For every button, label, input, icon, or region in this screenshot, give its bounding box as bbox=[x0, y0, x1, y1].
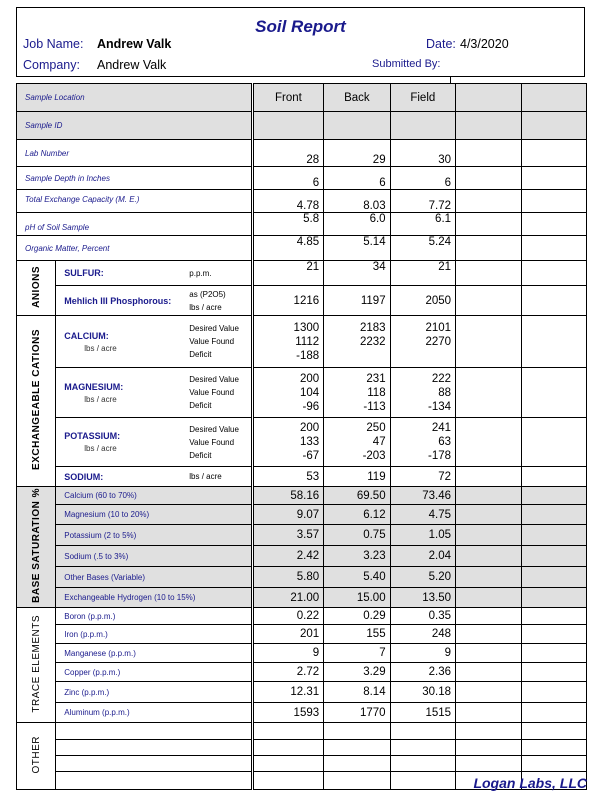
row-label: Copper (p.p.m.) bbox=[56, 663, 252, 682]
cell bbox=[521, 213, 587, 236]
cell bbox=[456, 140, 521, 167]
cell bbox=[456, 190, 521, 213]
row-label: pH of Soil Sample bbox=[17, 213, 253, 236]
value-cell: 4.85 bbox=[252, 236, 324, 261]
cell bbox=[456, 467, 521, 487]
cell bbox=[456, 505, 521, 525]
row-label: Magnesium (10 to 20%) bbox=[56, 505, 252, 525]
cations-section-label bbox=[17, 316, 56, 487]
submitted-by-label: Submitted By: bbox=[372, 58, 441, 70]
cell bbox=[456, 588, 521, 608]
desired-value: 2183 bbox=[360, 321, 386, 334]
footer-company: Logan Labs, LLC bbox=[473, 775, 587, 791]
cell bbox=[456, 663, 521, 682]
value-cell bbox=[390, 316, 455, 368]
value-cell: 29 bbox=[324, 140, 390, 167]
row-label: Organic Matter, Percent bbox=[17, 236, 253, 261]
cell bbox=[521, 567, 587, 588]
found-value: 118 bbox=[367, 386, 386, 399]
sodium-label: SODIUM: bbox=[64, 471, 104, 482]
found-label: Value Found bbox=[189, 437, 235, 447]
cations-label: EXCHANGEABLE CATIONS bbox=[30, 329, 42, 470]
sodium-label-cell bbox=[56, 467, 252, 487]
table-row bbox=[17, 190, 587, 213]
company-value: Andrew Valk bbox=[97, 58, 167, 72]
deficit-label: Deficit bbox=[189, 450, 212, 460]
potassium-name bbox=[56, 430, 189, 454]
cell bbox=[521, 625, 587, 644]
value-cell: 248 bbox=[390, 625, 455, 644]
cell bbox=[521, 723, 587, 740]
trace-element-row bbox=[17, 703, 587, 723]
value-cell bbox=[252, 418, 324, 467]
magnesium-row bbox=[17, 368, 587, 418]
cell bbox=[456, 286, 521, 316]
cell bbox=[390, 112, 455, 140]
desired-label: Desired Value bbox=[189, 424, 239, 434]
value-cell: 6.1 bbox=[390, 213, 455, 236]
base-saturation-row bbox=[17, 487, 587, 505]
base-saturation-row bbox=[17, 546, 587, 567]
base-saturation-row bbox=[17, 588, 587, 608]
value-cell: 69.50 bbox=[324, 487, 390, 505]
value-cell: 119 bbox=[324, 467, 390, 487]
cell bbox=[456, 625, 521, 644]
found-label: Value Found bbox=[189, 388, 235, 397]
value-cell: 9 bbox=[252, 644, 324, 663]
value-cell: 3.23 bbox=[324, 546, 390, 567]
row-label: Potassium (2 to 5%) bbox=[56, 525, 252, 546]
potassium-row bbox=[17, 418, 587, 467]
value-cell: 72 bbox=[390, 467, 455, 487]
cell bbox=[390, 740, 455, 756]
value-cell: 1.05 bbox=[390, 525, 455, 546]
found-value: 2232 bbox=[360, 335, 386, 348]
column-header: Front bbox=[252, 84, 324, 112]
cell bbox=[521, 368, 587, 418]
other-row bbox=[17, 740, 587, 756]
cell bbox=[456, 567, 521, 588]
value-cell bbox=[324, 418, 390, 467]
row-label: Exchangeable Hydrogen (10 to 15%) bbox=[56, 588, 252, 608]
cell bbox=[521, 286, 587, 316]
value-cell: 1515 bbox=[390, 703, 455, 723]
deficit-value: -96 bbox=[302, 400, 320, 413]
sodium-unit: lbs / acre bbox=[189, 472, 222, 481]
cell bbox=[456, 756, 521, 772]
cell bbox=[456, 703, 521, 723]
cell bbox=[521, 487, 587, 505]
value-cell: 12.31 bbox=[252, 682, 324, 703]
desired-value: 250 bbox=[366, 422, 386, 434]
deficit-label: Deficit bbox=[189, 350, 212, 359]
value-cell: 4.75 bbox=[390, 505, 455, 525]
value-cell: 2050 bbox=[390, 286, 455, 316]
cell bbox=[521, 167, 587, 190]
value-cell: 30 bbox=[390, 140, 455, 167]
cell bbox=[521, 682, 587, 703]
cell bbox=[521, 756, 587, 772]
desired-value: 1300 bbox=[293, 321, 320, 334]
calcium-label-cell bbox=[56, 316, 252, 368]
value-cell: 1593 bbox=[252, 703, 324, 723]
value-cell: 2.36 bbox=[390, 663, 455, 682]
cell bbox=[521, 467, 587, 487]
cell bbox=[521, 608, 587, 625]
value-cell: 6.12 bbox=[324, 505, 390, 525]
row-label: Sample Depth in Inches bbox=[17, 167, 253, 190]
row-label: Total Exchange Capacity (M. E.) bbox=[17, 190, 253, 213]
cell bbox=[521, 261, 587, 286]
base-saturation-row bbox=[17, 525, 587, 546]
cell bbox=[390, 756, 455, 772]
row-label: Zinc (p.p.m.) bbox=[56, 682, 252, 703]
cell bbox=[521, 546, 587, 567]
value-cell: 6 bbox=[252, 167, 324, 190]
anions-label: ANIONS bbox=[30, 265, 42, 308]
found-value: 2270 bbox=[425, 335, 452, 348]
value-cell: 5.24 bbox=[390, 236, 455, 261]
cell bbox=[521, 740, 587, 756]
value-cell bbox=[252, 316, 324, 368]
sample-location-row bbox=[17, 84, 587, 112]
soil-report-table bbox=[16, 83, 587, 790]
sulfur-label-cell bbox=[56, 261, 252, 286]
phosphorous-label-cell bbox=[56, 286, 252, 316]
value-cell: 1770 bbox=[324, 703, 390, 723]
potassium-label: POTASSIUM: bbox=[64, 431, 121, 441]
magnesium-sublabels bbox=[189, 373, 239, 412]
sulfur-label: SULFUR: bbox=[64, 268, 104, 278]
cell bbox=[456, 723, 521, 740]
base-saturation-row bbox=[17, 567, 587, 588]
cell bbox=[324, 723, 390, 740]
other-section-label bbox=[17, 723, 56, 790]
cell bbox=[252, 756, 324, 772]
column-header bbox=[521, 84, 587, 112]
value-cell: 5.40 bbox=[324, 567, 390, 588]
value-cell: 13.50 bbox=[390, 588, 455, 608]
value-cell: 28 bbox=[252, 140, 324, 167]
company-label: Company: bbox=[23, 58, 80, 72]
cell bbox=[456, 236, 521, 261]
phosphorous-label: Mehlich III Phosphorous: bbox=[64, 295, 172, 306]
calcium-name bbox=[56, 330, 189, 354]
cell bbox=[456, 608, 521, 625]
cell bbox=[456, 682, 521, 703]
cell bbox=[521, 418, 587, 467]
cell bbox=[390, 772, 455, 790]
value-cell: 1216 bbox=[252, 286, 324, 316]
value-cell: 0.29 bbox=[324, 608, 390, 625]
table-row bbox=[17, 167, 587, 190]
value-cell bbox=[324, 368, 390, 418]
cell bbox=[521, 525, 587, 546]
cell bbox=[456, 644, 521, 663]
value-cell bbox=[390, 368, 455, 418]
other-row bbox=[17, 756, 587, 772]
phosphorous-unit-line2: lbs / acre bbox=[189, 302, 222, 312]
calcium-row bbox=[17, 316, 587, 368]
cell bbox=[456, 418, 521, 467]
value-cell: 5.20 bbox=[390, 567, 455, 588]
table-row bbox=[17, 236, 587, 261]
desired-label: Desired Value bbox=[189, 375, 239, 384]
phosphorous-unit bbox=[189, 288, 225, 314]
value-cell: 3.57 bbox=[252, 525, 324, 546]
sulfur-unit: p.p.m. bbox=[189, 268, 212, 278]
potassium-label-cell bbox=[56, 418, 252, 467]
value-cell: 6 bbox=[324, 167, 390, 190]
found-value: 1112 bbox=[295, 335, 320, 348]
value-cell: 5.8 bbox=[252, 213, 324, 236]
value-cell: 8.03 bbox=[324, 190, 390, 213]
trace-elements-section-label bbox=[17, 608, 56, 723]
row-label: Boron (p.p.m.) bbox=[56, 608, 252, 625]
value-cell: 2.42 bbox=[252, 546, 324, 567]
desired-label: Desired Value bbox=[189, 324, 239, 333]
value-cell: 7 bbox=[324, 644, 390, 663]
deficit-value: -188 bbox=[296, 349, 320, 362]
cell bbox=[56, 723, 252, 740]
trace-element-row bbox=[17, 625, 587, 644]
desired-value: 200 bbox=[299, 422, 320, 434]
value-cell: 7.72 bbox=[390, 190, 455, 213]
value-cell: 0.22 bbox=[252, 608, 324, 625]
trace-element-row bbox=[17, 663, 587, 682]
found-value: 133 bbox=[299, 436, 320, 448]
trace-element-row bbox=[17, 644, 587, 663]
sodium-row bbox=[17, 467, 587, 487]
value-cell: 0.35 bbox=[390, 608, 455, 625]
column-header: Back bbox=[324, 84, 390, 112]
table-row bbox=[17, 140, 587, 167]
found-value: 47 bbox=[372, 436, 386, 448]
deficit-value: -113 bbox=[363, 400, 386, 413]
base-saturation-row bbox=[17, 505, 587, 525]
value-cell bbox=[252, 368, 324, 418]
value-cell: 2.04 bbox=[390, 546, 455, 567]
value-cell bbox=[390, 418, 455, 467]
deficit-value bbox=[382, 350, 385, 362]
cell bbox=[456, 525, 521, 546]
calcium-sublabels bbox=[189, 322, 239, 361]
value-cell: 21.00 bbox=[252, 588, 324, 608]
magnesium-name bbox=[56, 381, 189, 405]
potassium-sublabels bbox=[189, 423, 239, 462]
value-cell: 201 bbox=[252, 625, 324, 644]
calcium-unit: lbs / acre bbox=[84, 343, 117, 353]
desired-value: 2101 bbox=[425, 321, 452, 334]
cell bbox=[521, 112, 587, 140]
row-label: Manganese (p.p.m.) bbox=[56, 644, 252, 663]
desired-value: 200 bbox=[299, 372, 320, 385]
row-label: Aluminum (p.p.m.) bbox=[56, 703, 252, 723]
cell bbox=[252, 772, 324, 790]
value-cell: 8.14 bbox=[324, 682, 390, 703]
cell bbox=[456, 740, 521, 756]
value-cell: 2.72 bbox=[252, 663, 324, 682]
cell bbox=[56, 740, 252, 756]
base-saturation-section-label bbox=[17, 487, 56, 608]
job-name-label: Job Name: bbox=[23, 37, 84, 51]
cell bbox=[456, 213, 521, 236]
cell bbox=[252, 740, 324, 756]
magnesium-label-cell bbox=[56, 368, 252, 418]
phosphorous-row bbox=[17, 286, 587, 316]
value-cell: 155 bbox=[324, 625, 390, 644]
magnesium-label: MAGNESIUM: bbox=[64, 381, 124, 392]
cell bbox=[56, 756, 252, 772]
value-cell: 1197 bbox=[324, 286, 390, 316]
date-value: 4/3/2020 bbox=[460, 37, 509, 51]
cell bbox=[456, 546, 521, 567]
value-cell: 30.18 bbox=[390, 682, 455, 703]
cell bbox=[324, 112, 390, 140]
column-header bbox=[456, 84, 521, 112]
calcium-label: CALCIUM: bbox=[64, 330, 109, 341]
cell bbox=[521, 644, 587, 663]
cell bbox=[324, 740, 390, 756]
sample-id-label: Sample ID bbox=[17, 112, 253, 140]
value-cell: 73.46 bbox=[390, 487, 455, 505]
found-value: 63 bbox=[438, 436, 452, 448]
value-cell: 9.07 bbox=[252, 505, 324, 525]
cell bbox=[521, 663, 587, 682]
other-row bbox=[17, 723, 587, 740]
cell bbox=[456, 487, 521, 505]
cell bbox=[521, 505, 587, 525]
sample-id-row bbox=[17, 112, 587, 140]
cell bbox=[324, 772, 390, 790]
value-cell: 3.29 bbox=[324, 663, 390, 682]
potassium-unit: lbs / acre bbox=[84, 444, 117, 453]
row-label: Calcium (60 to 70%) bbox=[56, 487, 252, 505]
deficit-value: -67 bbox=[302, 450, 320, 462]
value-cell: 6.0 bbox=[324, 213, 390, 236]
cell bbox=[56, 772, 252, 790]
value-cell: 15.00 bbox=[324, 588, 390, 608]
cell bbox=[521, 588, 587, 608]
value-cell: 34 bbox=[324, 261, 390, 286]
cell bbox=[521, 236, 587, 261]
table-row bbox=[17, 213, 587, 236]
row-label: Sodium (.5 to 3%) bbox=[56, 546, 252, 567]
cell bbox=[521, 140, 587, 167]
value-cell bbox=[324, 316, 390, 368]
value-cell: 21 bbox=[390, 261, 455, 286]
trace-element-row bbox=[17, 682, 587, 703]
deficit-value bbox=[448, 350, 451, 362]
job-name-value: Andrew Valk bbox=[97, 37, 172, 51]
sulfur-row bbox=[17, 261, 587, 286]
value-cell: 58.16 bbox=[252, 487, 324, 505]
cell bbox=[521, 703, 587, 723]
anions-section-label bbox=[17, 261, 56, 316]
value-cell: 9 bbox=[390, 644, 455, 663]
cell bbox=[456, 167, 521, 190]
found-value: 104 bbox=[299, 386, 320, 399]
deficit-value: -203 bbox=[362, 450, 386, 462]
value-cell: 0.75 bbox=[324, 525, 390, 546]
trace-element-row bbox=[17, 608, 587, 625]
deficit-value: -134 bbox=[428, 400, 452, 413]
cell bbox=[390, 723, 455, 740]
magnesium-unit: lbs / acre bbox=[84, 394, 117, 404]
row-label: Iron (p.p.m.) bbox=[56, 625, 252, 644]
cell bbox=[324, 756, 390, 772]
report-title: Soil Report bbox=[255, 17, 346, 36]
value-cell: 5.80 bbox=[252, 567, 324, 588]
value-cell: 6 bbox=[390, 167, 455, 190]
phosphorous-unit-line1: as (P2O5) bbox=[189, 289, 226, 299]
cell bbox=[252, 723, 324, 740]
sample-location-label: Sample Location bbox=[17, 84, 253, 112]
value-cell: 21 bbox=[252, 261, 324, 286]
trace-elements-label: TRACE ELEMENTS bbox=[30, 614, 42, 713]
found-label: Value Found bbox=[189, 337, 235, 346]
deficit-label: Deficit bbox=[189, 401, 212, 410]
cell bbox=[456, 112, 521, 140]
deficit-value: -178 bbox=[428, 450, 452, 462]
other-label: OTHER bbox=[30, 735, 42, 774]
cell bbox=[456, 316, 521, 368]
row-label: Lab Number bbox=[17, 140, 253, 167]
value-cell: 5.14 bbox=[324, 236, 390, 261]
desired-value: 231 bbox=[366, 372, 386, 385]
date-label: Date: bbox=[426, 37, 456, 51]
found-value: 88 bbox=[438, 386, 452, 399]
cell bbox=[521, 316, 587, 368]
report-header bbox=[16, 7, 585, 77]
value-cell: 53 bbox=[252, 467, 324, 487]
cell bbox=[252, 112, 324, 140]
row-label: Other Bases (Variable) bbox=[56, 567, 252, 588]
cell bbox=[521, 190, 587, 213]
cell bbox=[456, 261, 521, 286]
column-header: Field bbox=[390, 84, 455, 112]
desired-value: 222 bbox=[431, 372, 452, 385]
value-cell: 4.78 bbox=[252, 190, 324, 213]
desired-value: 241 bbox=[431, 422, 452, 434]
base-saturation-label: BASE SATURATION % bbox=[30, 488, 42, 603]
cell bbox=[456, 368, 521, 418]
